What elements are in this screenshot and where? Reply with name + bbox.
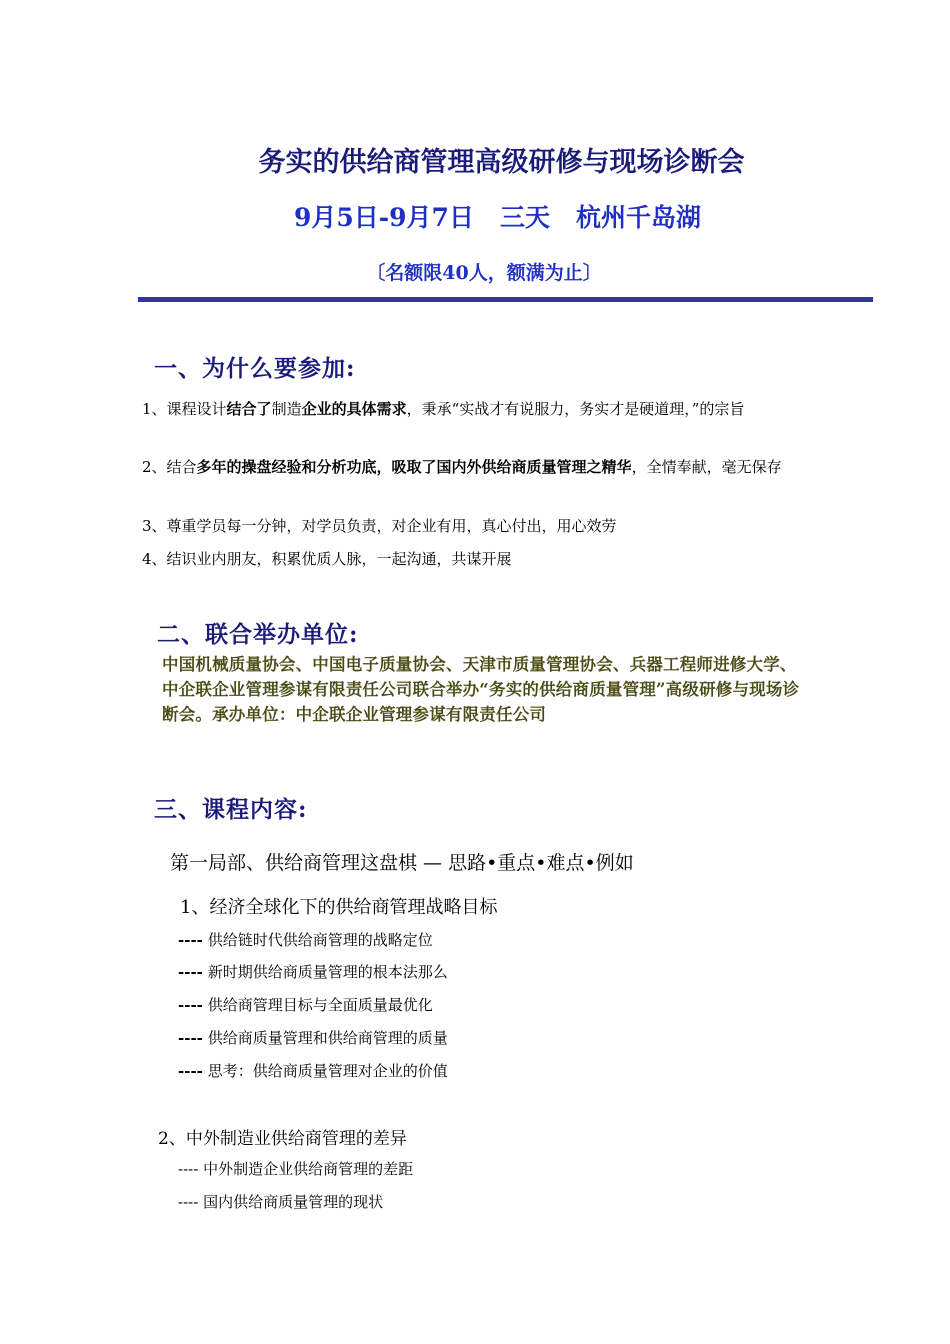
event-date-line (0, 198, 950, 234)
reason-item-4: 4、结识业内朋友，积累优质人脉，一起沟通，共谋开展 (142, 550, 512, 568)
reason-2-bold: 多年的操盘经验和分析功底，吸取了国内外供给商质量管理之精华 (196, 458, 632, 476)
topic1-item: ---- 供给商质量管理和供给商管理的质量 (178, 1029, 448, 1047)
section2-heading: 二、联合举办单位: (157, 621, 359, 648)
topic1-item: ---- 思考：供给商质量管理对企业的价值 (178, 1062, 448, 1080)
topic1-item: ---- 新时期供给商质量管理的根本法那么 (178, 963, 448, 981)
topic2-item: ---- 国内供给商质量管理的现状 (178, 1193, 384, 1211)
event-duration: 三天 (499, 203, 550, 232)
reason-1-bold2: 企业的具体需求 (301, 400, 407, 418)
section3-heading: 三、课程内容: (154, 796, 308, 823)
reason-2-post: ，全情奉献，毫无保存 (631, 458, 782, 476)
topic1-item: ---- 供给商管理目标与全面质量最优化 (178, 996, 433, 1014)
reason-1-post: ，秉承“实战才有说服力，务实才是硬道理，”的宗旨 (406, 400, 745, 418)
topic1-title: 1、经济全球化下的供给商管理战略目标 (180, 897, 498, 918)
reason-item-3: 3、尊重学员每一分钟，对学员负责，对企业有用，真心付出，用心效劳 (142, 517, 617, 535)
reason-2-pre: 2、结合 (142, 458, 197, 476)
reason-1-bold1: 结合了 (226, 400, 272, 418)
reason-item-1 (112, 397, 828, 422)
reason-item-2 (112, 455, 828, 480)
reason-1-mid: 制造 (271, 400, 302, 418)
event-dates: 9月5日-9月7日 (294, 203, 474, 232)
quota-note: 〔名额限40人，额满为止〕 (366, 262, 602, 284)
organizers-paragraph: 中国机械质量协会、中国电子质量协会、天津市质量管理协会、兵器工程师进修大学、中企联企业管理参谋有限责任公司联合举办“务实的供给商质量管理”高级研修与现场诊断会。承办单位：中企联企业管理参谋有限责任公司 (162, 655, 800, 724)
reason-1-pre: 1、课程设计 (142, 400, 227, 418)
topic2-title: 2、中外制造业供给商管理的差异 (158, 1129, 407, 1149)
event-location: 杭州千岛湖 (575, 203, 701, 232)
document-title: 务实的供给商管理高级研修与现场诊断会 (258, 147, 745, 178)
section1-heading: 一、为什么要参加: (154, 355, 356, 382)
topic2-item: ---- 中外制造企业供给商管理的差距 (178, 1160, 414, 1178)
course-part-1-title: 第一局部、供给商管理这盘棋 — 思路•重点•难点•例如 (170, 852, 634, 874)
header-divider (138, 297, 873, 302)
topic1-item: ---- 供给链时代供给商管理的战略定位 (178, 931, 433, 949)
